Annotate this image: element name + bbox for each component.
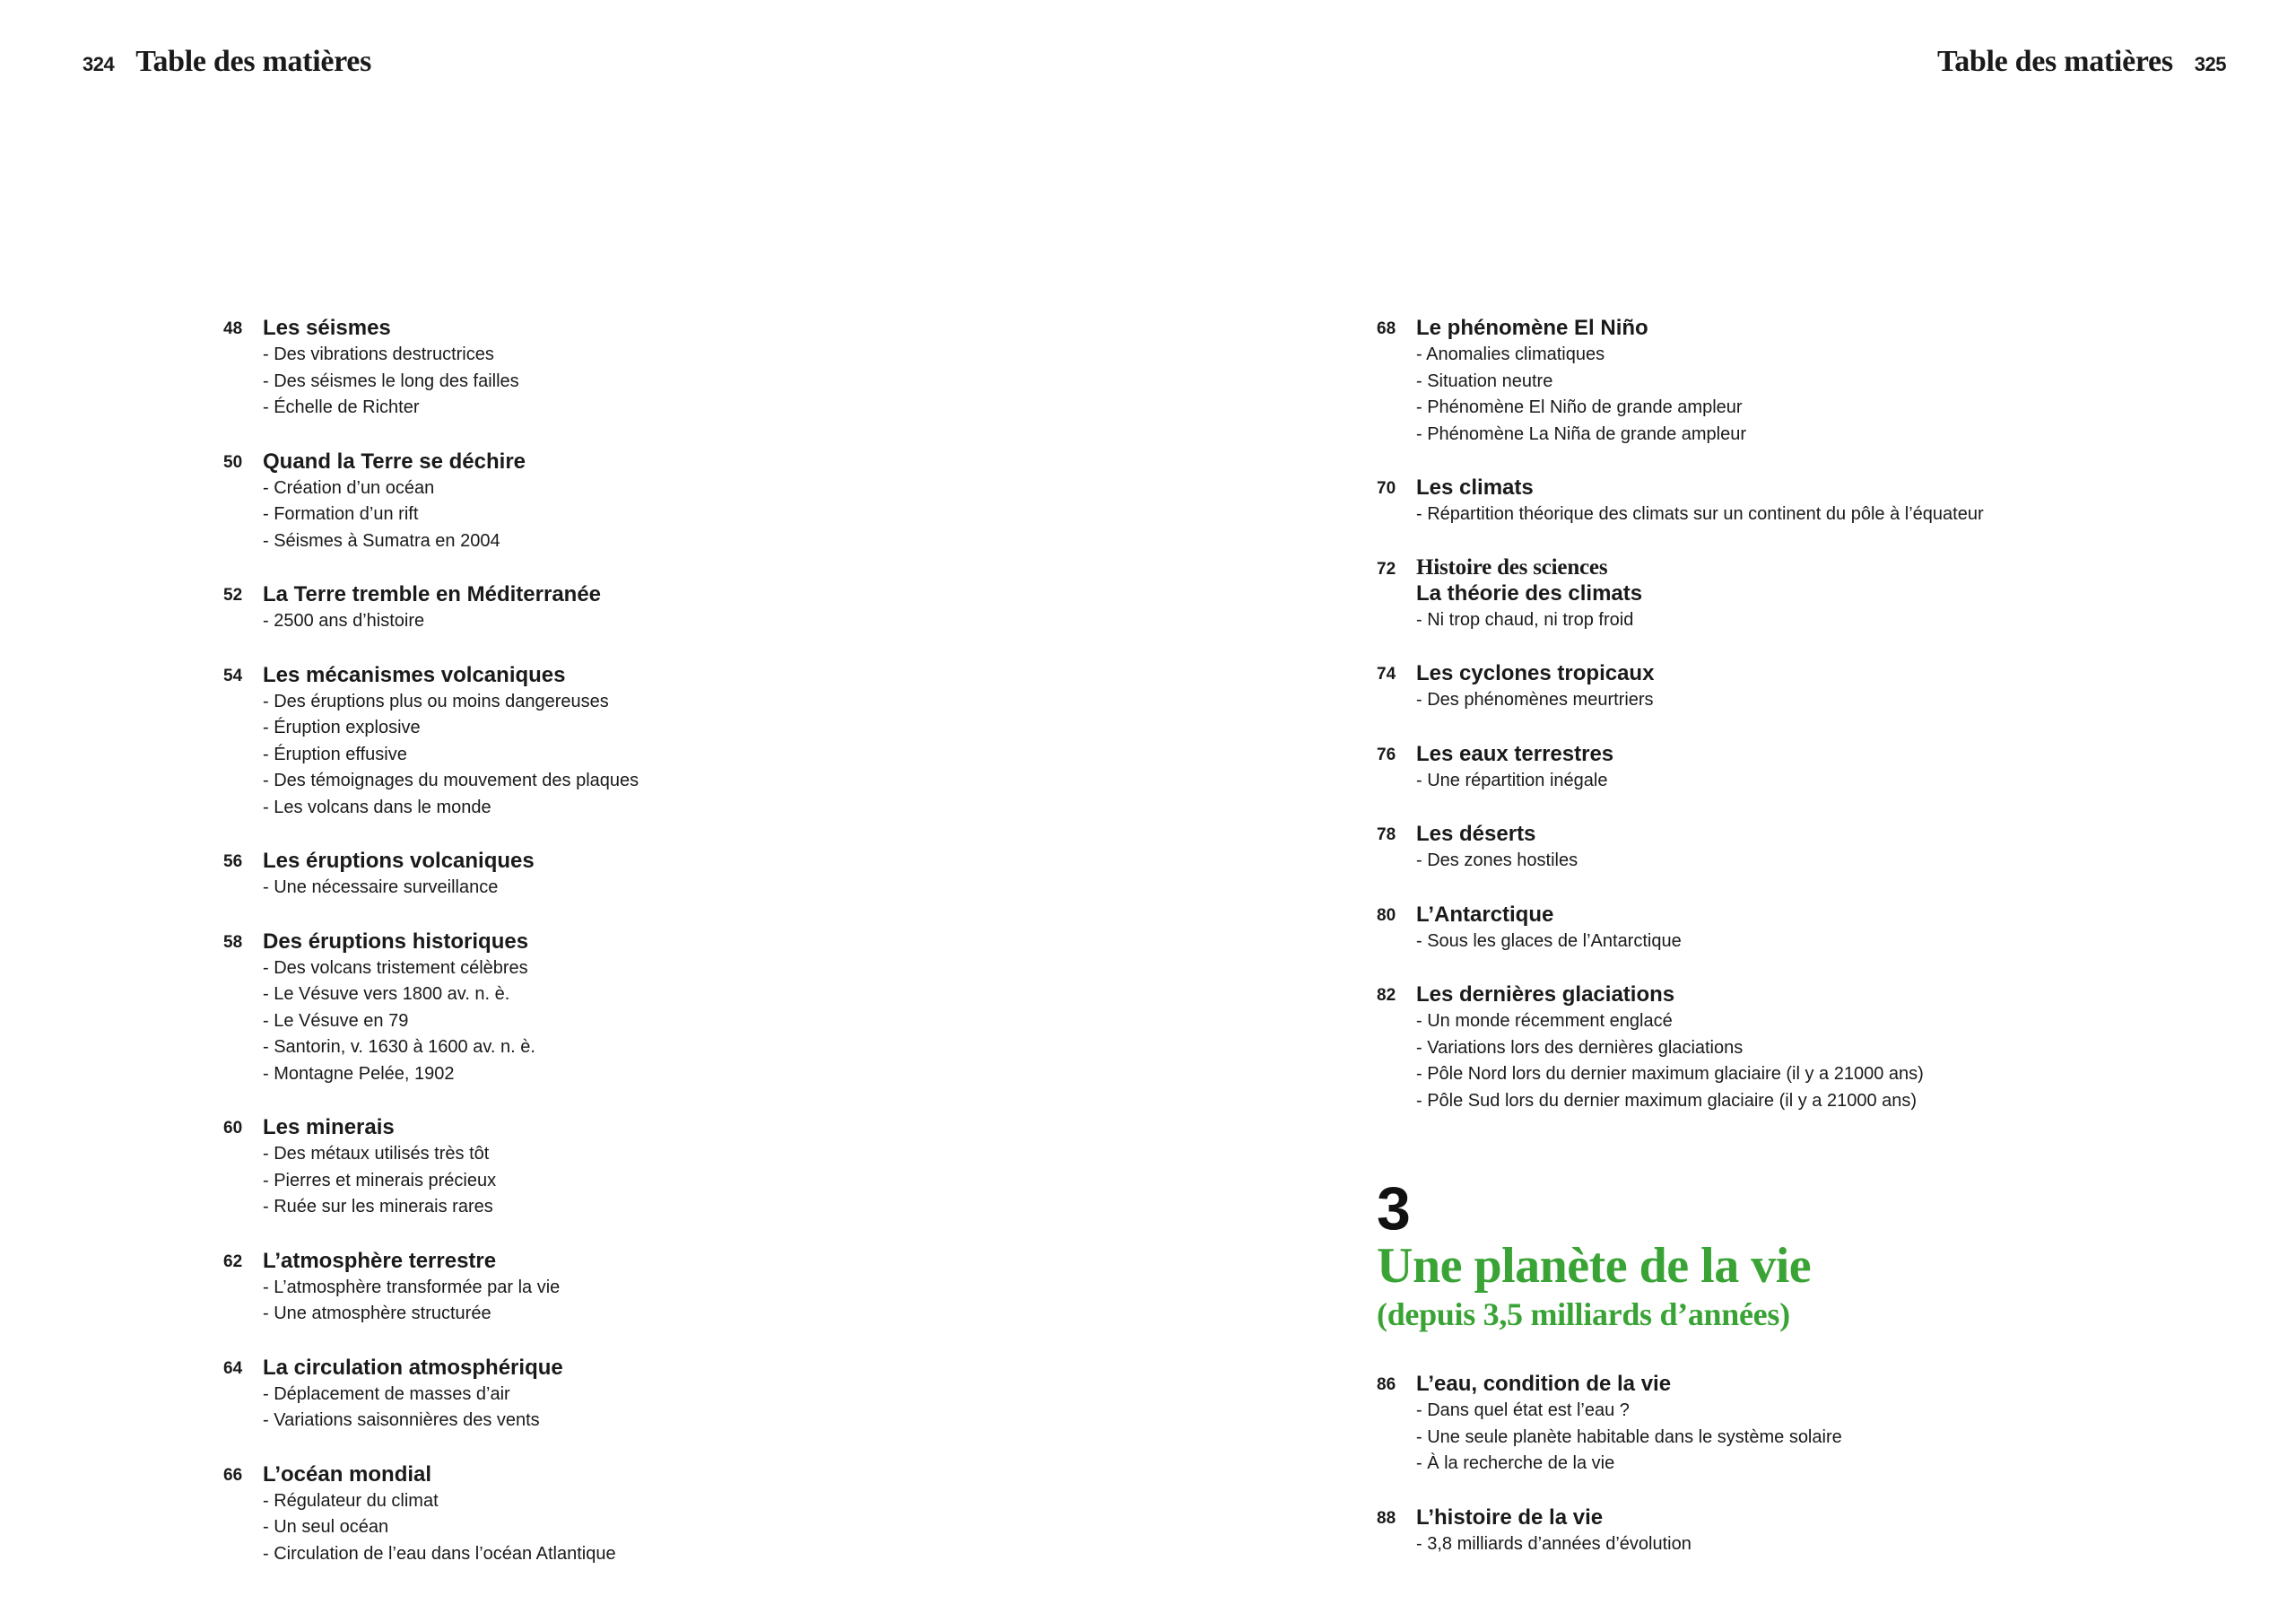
entry-subitem: - 3,8 milliards d’années d’évolution <box>1416 1531 2184 1558</box>
toc-entry[interactable] <box>223 449 1031 555</box>
entry-subitems <box>263 608 1031 635</box>
entry-subitems <box>1416 848 2184 875</box>
toc-entry[interactable] <box>1377 315 2184 448</box>
entry-subitem: - Les volcans dans le monde <box>263 795 1031 822</box>
entry-subitem: - Variations lors des dernières glaciations <box>1416 1035 2184 1062</box>
entry-subitem: - Montagne Pelée, 1902 <box>263 1061 1031 1088</box>
entry-subitem: - Santorin, v. 1630 à 1600 av. n. è. <box>263 1034 1031 1061</box>
toc-column-right <box>1377 315 2184 1584</box>
entry-subitems <box>263 1488 1031 1568</box>
toc-entry[interactable] <box>223 315 1031 422</box>
entry-subitem: - Déplacement de masses d’air <box>263 1382 1031 1408</box>
chapter-title: Une planète de la vie <box>1377 1238 1812 1294</box>
entry-page-number: 66 <box>223 1465 243 1485</box>
running-header-left <box>83 45 371 79</box>
running-header-right <box>1937 45 2226 79</box>
entry-subitems <box>1416 768 2184 795</box>
entry-title: L’atmosphère terrestre <box>263 1248 497 1273</box>
entry-subitem: - 2500 ans d’histoire <box>263 608 1031 635</box>
entry-title: Les climats <box>1416 475 1534 500</box>
toc-entry[interactable] <box>1377 902 2184 955</box>
entry-subitems <box>1416 929 2184 955</box>
toc-entry[interactable] <box>1377 555 2184 634</box>
entry-page-number: 50 <box>223 452 243 472</box>
toc-entries <box>1377 1371 2184 1557</box>
entry-page-number: 62 <box>223 1251 243 1271</box>
toc-entry[interactable] <box>223 1355 1031 1435</box>
toc-entry[interactable] <box>223 848 1031 902</box>
entry-subitems <box>263 475 1031 555</box>
entry-subitem: - Des témoignages du mouvement des plaques <box>263 768 1031 795</box>
entry-subitem: - Formation d’un rift <box>263 501 1031 528</box>
entry-subitems <box>263 955 1031 1088</box>
toc-entry[interactable] <box>223 1114 1031 1221</box>
entry-page-number: 54 <box>223 666 243 685</box>
toc-entry[interactable] <box>1377 660 2184 714</box>
entry-page-number: 52 <box>223 586 243 605</box>
entry-subitem: - Des métaux utilisés très tôt <box>263 1141 1031 1168</box>
toc-entry[interactable] <box>223 1461 1031 1568</box>
chapter-subtitle: (depuis 3,5 milliards d’années) <box>1377 1296 1790 1332</box>
entry-subitem: - Situation neutre <box>1416 369 2184 396</box>
entry-page-number: 78 <box>1377 825 1396 844</box>
entry-page-number: 72 <box>1377 559 1396 579</box>
entry-title: Les éruptions volcaniques <box>263 849 535 873</box>
entry-subitems <box>1416 1008 2184 1114</box>
entry-subitem: - Échelle de Richter <box>263 395 1031 422</box>
entry-subitems <box>1416 501 2184 528</box>
entry-title: Quand la Terre se déchire <box>263 449 526 474</box>
entry-subitem: - Des vibrations destructrices <box>263 342 1031 369</box>
entry-title: Les mécanismes volcaniques <box>263 662 566 687</box>
entry-title: La circulation atmosphérique <box>263 1355 563 1380</box>
entry-subitem: - Ni trop chaud, ni trop froid <box>1416 607 2184 634</box>
entry-subitems <box>263 1275 1031 1328</box>
entry-page-number: 68 <box>1377 319 1396 338</box>
entry-page-number: 88 <box>1377 1508 1396 1528</box>
toc-entry[interactable] <box>223 662 1031 822</box>
entry-subitem: - Anomalies climatiques <box>1416 342 2184 369</box>
entry-subitem: - Un monde récemment englacé <box>1416 1008 2184 1035</box>
entry-subitems <box>1416 1531 2184 1558</box>
page-number: 325 <box>2194 53 2226 75</box>
entry-page-number: 82 <box>1377 986 1396 1005</box>
entry-subitem: - Un seul océan <box>263 1514 1031 1541</box>
entry-title: Des éruptions historiques <box>263 929 529 954</box>
toc-entry[interactable] <box>223 1248 1031 1328</box>
toc-entry[interactable] <box>1377 1504 2184 1558</box>
entry-title: Les cyclones tropicaux <box>1416 661 1655 685</box>
entry-subitem: - Éruption explosive <box>263 715 1031 742</box>
page-number: 324 <box>83 53 115 75</box>
entry-subitem: - Une seule planète habitable dans le système solaire <box>1416 1425 2184 1452</box>
running-title: Table des matières <box>1936 45 2173 78</box>
toc-entry[interactable] <box>223 929 1031 1088</box>
entry-subitem: - Des volcans tristement célèbres <box>263 955 1031 982</box>
entry-subitem: - Régulateur du climat <box>263 1488 1031 1515</box>
entry-page-number: 64 <box>223 1358 243 1378</box>
entry-title: L’eau, condition de la vie <box>1416 1372 1672 1396</box>
toc-entry[interactable] <box>1377 741 2184 795</box>
entry-subitem: - Des phénomènes meurtriers <box>1416 687 2184 714</box>
entry-subitem: - Ruée sur les minerais rares <box>263 1194 1031 1221</box>
entry-subitem: - Une atmosphère structurée <box>263 1301 1031 1328</box>
entry-subitem: - Variations saisonnières des vents <box>263 1408 1031 1435</box>
entry-page-number: 56 <box>223 852 243 871</box>
entry-page-number: 74 <box>1377 665 1396 684</box>
entry-subitem: - Phénomène El Niño de grande ampleur <box>1416 395 2184 422</box>
entry-subitem: - Séismes à Sumatra en 2004 <box>263 528 1031 555</box>
entry-title: Le phénomène El Niño <box>1416 316 1648 340</box>
entry-page-number: 70 <box>1377 479 1396 498</box>
chapter-number: 3 <box>1377 1174 1411 1243</box>
entry-subitem: - À la recherche de la vie <box>1416 1451 2184 1478</box>
entry-page-number: 58 <box>223 932 243 952</box>
toc-entry[interactable] <box>1377 475 2184 528</box>
entry-subitem: - Pôle Sud lors du dernier maximum glaciaire (il y a 21000 ans) <box>1416 1088 2184 1115</box>
entry-subitem: - Le Vésuve vers 1800 av. n. è. <box>263 981 1031 1008</box>
toc-entry[interactable] <box>1377 981 2184 1114</box>
entry-subitems <box>1416 687 2184 714</box>
entry-subitems <box>263 689 1031 822</box>
entry-subitem: - Phénomène La Niña de grande ampleur <box>1416 422 2184 449</box>
entry-title: La Terre tremble en Méditerranée <box>263 582 602 606</box>
entry-title: Les eaux terrestres <box>1416 741 1614 766</box>
toc-entries <box>1377 315 2184 1114</box>
entry-subitems <box>1416 607 2184 634</box>
entry-page-number: 60 <box>223 1119 243 1138</box>
entry-subitems <box>263 1382 1031 1435</box>
toc-entry[interactable] <box>223 581 1031 635</box>
entry-subitem: - L’atmosphère transformée par la vie <box>263 1275 1031 1302</box>
entry-subitem: - Création d’un océan <box>263 475 1031 502</box>
entry-subitems <box>263 1141 1031 1221</box>
chapter-heading <box>1377 1174 2184 1335</box>
entry-title: L’Antarctique <box>1416 902 1554 927</box>
entry-title: La théorie des climats <box>1416 580 1643 606</box>
toc-entry[interactable] <box>1377 821 2184 875</box>
entry-subitem: - Pôle Nord lors du dernier maximum glaciaire (il y a 21000 ans) <box>1416 1061 2184 1088</box>
entry-title: L’histoire de la vie <box>1416 1504 1604 1530</box>
entry-subitem: - Des éruptions plus ou moins dangereuses <box>263 689 1031 716</box>
entry-subitem: - Circulation de l’eau dans l’océan Atlantique <box>263 1541 1031 1568</box>
entry-subitems <box>1416 1398 2184 1478</box>
entry-subitem: - Sous les glaces de l’Antarctique <box>1416 929 2184 955</box>
entry-subitem: - Répartition théorique des climats sur un continent du pôle à l’équateur <box>1416 501 2184 528</box>
entry-title: Les dernières glaciations <box>1416 982 1675 1007</box>
toc-column-left <box>223 315 1031 1594</box>
entry-subitem: - Éruption effusive <box>263 742 1031 769</box>
entry-subitem: - Une répartition inégale <box>1416 768 2184 795</box>
entry-page-number: 48 <box>223 319 243 338</box>
entry-title: Les minerais <box>263 1115 395 1139</box>
entry-kicker: Histoire des sciences <box>1416 554 1608 580</box>
entry-subitem: - Dans quel état est l’eau ? <box>1416 1398 2184 1425</box>
entry-subitem: - Le Vésuve en 79 <box>263 1008 1031 1035</box>
toc-entry[interactable] <box>1377 1371 2184 1478</box>
entry-title: Les séismes <box>263 316 391 340</box>
entry-page-number: 80 <box>1377 905 1396 925</box>
entry-subitems <box>263 875 1031 902</box>
entry-subitems <box>1416 342 2184 448</box>
entry-page-number: 76 <box>1377 745 1396 764</box>
entry-title: L’océan mondial <box>263 1461 432 1487</box>
entry-subitem: - Des séismes le long des failles <box>263 369 1031 396</box>
entry-subitems <box>263 342 1031 422</box>
running-title: Table des matières <box>135 45 372 78</box>
entry-subitem: - Une nécessaire surveillance <box>263 875 1031 902</box>
entry-title: Les déserts <box>1416 822 1536 846</box>
entry-page-number: 86 <box>1377 1375 1396 1394</box>
entry-subitem: - Des zones hostiles <box>1416 848 2184 875</box>
entry-subitem: - Pierres et minerais précieux <box>263 1168 1031 1195</box>
